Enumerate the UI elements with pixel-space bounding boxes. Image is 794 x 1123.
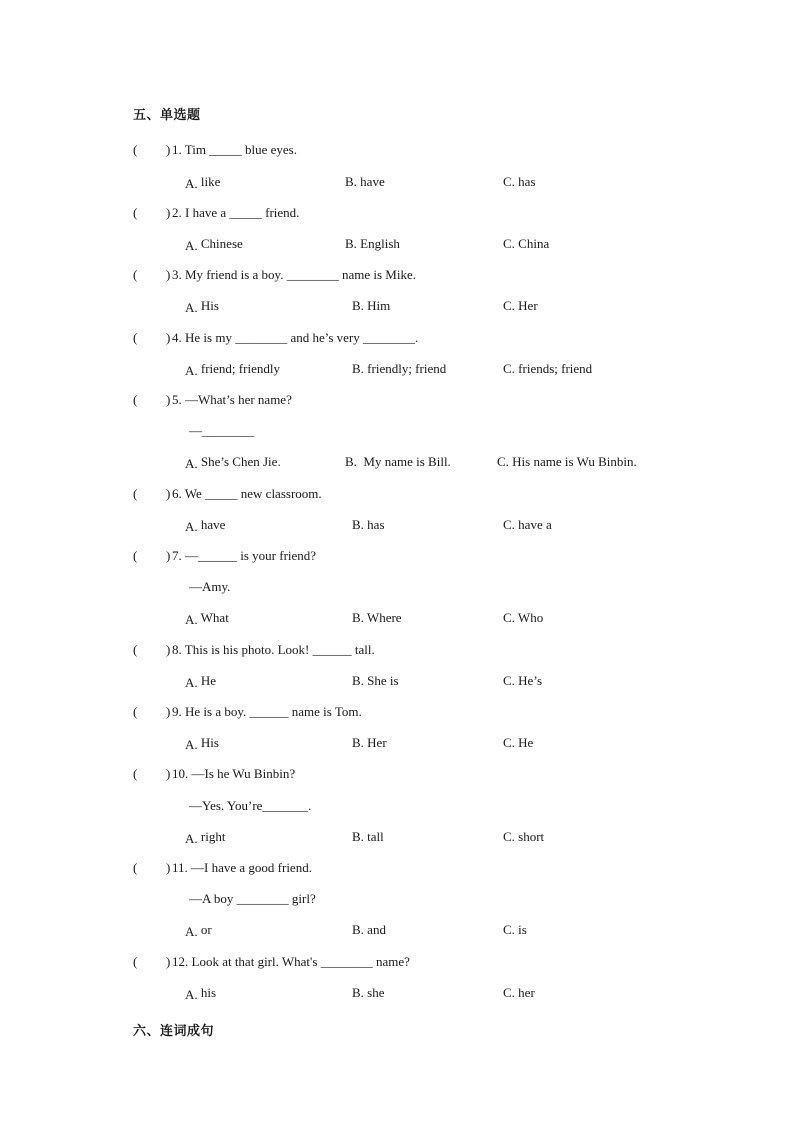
option-b[interactable]: B. has — [352, 517, 385, 532]
question-stem: 6. We _____ new classroom. — [172, 486, 322, 501]
answer-paren-open[interactable]: ( — [133, 205, 138, 220]
answer-paren-open[interactable]: ( — [133, 267, 138, 282]
answer-paren-open[interactable]: ( — [133, 392, 138, 407]
answer-paren-close: ) — [166, 392, 171, 407]
option-text: friend; friendly — [200, 361, 280, 376]
question-stem: 4. He is my ________ and he’s very ________. — [172, 330, 419, 345]
option-b[interactable]: B. Him — [352, 298, 391, 313]
option-a[interactable] — [185, 173, 220, 191]
option-text: His — [200, 735, 219, 750]
option-a[interactable] — [185, 453, 281, 471]
option-letter: A. — [185, 987, 198, 1002]
option-letter: A. — [185, 831, 198, 846]
option-b[interactable]: B. she — [352, 985, 385, 1000]
question-stem: 11. —I have a good friend. — [172, 860, 312, 875]
option-b[interactable]: B. Her — [352, 735, 387, 750]
option-a[interactable] — [185, 516, 225, 534]
question-stem: 12. Look at that girl. What's ________ name? — [172, 954, 410, 969]
option-b[interactable]: B. and — [352, 922, 386, 937]
dialogue-line: —A boy ________ girl? — [189, 891, 316, 906]
option-b[interactable]: B. Where — [352, 610, 402, 625]
option-a[interactable] — [185, 921, 212, 939]
answer-paren-close: ) — [166, 486, 171, 501]
question-stem: 7. —______ is your friend? — [172, 548, 317, 563]
question-stem: 10. —Is he Wu Binbin? — [172, 766, 296, 781]
option-b[interactable]: B. English — [345, 236, 400, 251]
answer-paren-close: ) — [166, 142, 171, 157]
option-c[interactable]: C. friends; friend — [503, 361, 593, 376]
answer-paren-open[interactable]: ( — [133, 548, 138, 563]
option-c[interactable]: C. is — [503, 922, 527, 937]
option-letter: A. — [185, 519, 198, 534]
answer-paren-open[interactable]: ( — [133, 142, 138, 157]
option-c[interactable]: C. China — [503, 236, 550, 251]
option-c[interactable]: C. He’s — [503, 673, 542, 688]
option-text: Chinese — [200, 236, 243, 251]
option-text: His — [200, 298, 219, 313]
answer-paren-open[interactable]: ( — [133, 486, 138, 501]
option-b[interactable]: B. My name is Bill. — [345, 454, 451, 469]
question-stem: 3. My friend is a boy. ________ name is Mike. — [172, 267, 416, 282]
option-text: like — [200, 174, 221, 189]
answer-paren-open[interactable]: ( — [133, 954, 138, 969]
dialogue-line: —Yes. You’re_______. — [189, 798, 312, 813]
option-b[interactable]: B. friendly; friend — [352, 361, 447, 376]
question-stem: 8. This is his photo. Look! ______ tall. — [172, 642, 375, 657]
option-a[interactable] — [185, 828, 225, 846]
option-b[interactable]: B. tall — [352, 829, 384, 844]
answer-paren-open[interactable]: ( — [133, 642, 138, 657]
option-c[interactable]: C. He — [503, 735, 534, 750]
question-stem: 9. He is a boy. ______ name is Tom. — [172, 704, 362, 719]
option-text: She’s Chen Jie. — [200, 454, 281, 469]
option-b[interactable]: B. She is — [352, 673, 399, 688]
section-6-heading: 六、连词成句 — [133, 1024, 215, 1039]
answer-paren-close: ) — [166, 548, 171, 563]
option-letter: A. — [185, 176, 198, 191]
option-a[interactable] — [185, 235, 243, 253]
section-5-heading: 五、单选题 — [133, 108, 201, 123]
option-letter: A. — [185, 675, 198, 690]
option-letter: A. — [185, 456, 198, 471]
answer-paren-close: ) — [166, 330, 171, 345]
option-c[interactable]: C. have a — [503, 517, 552, 532]
answer-paren-close: ) — [166, 704, 171, 719]
answer-paren-open[interactable]: ( — [133, 704, 138, 719]
option-text: What — [200, 610, 229, 625]
answer-paren-close: ) — [166, 954, 171, 969]
answer-paren-close: ) — [166, 766, 171, 781]
answer-paren-close: ) — [166, 860, 171, 875]
answer-paren-close: ) — [166, 642, 171, 657]
dialogue-line: —________ — [189, 423, 254, 438]
option-c[interactable]: C. Her — [503, 298, 538, 313]
option-letter: A. — [185, 612, 198, 627]
option-b[interactable]: B. have — [345, 174, 385, 189]
option-letter: A. — [185, 363, 198, 378]
option-c[interactable]: C. has — [503, 174, 536, 189]
option-c[interactable]: C. her — [503, 985, 535, 1000]
option-text: He — [200, 673, 217, 688]
option-a[interactable] — [185, 672, 216, 690]
option-a[interactable] — [185, 984, 216, 1002]
option-letter: A. — [185, 238, 198, 253]
dialogue-line: —Amy. — [189, 579, 231, 594]
option-a[interactable] — [185, 609, 229, 627]
answer-paren-close: ) — [166, 267, 171, 282]
option-a[interactable] — [185, 297, 219, 315]
answer-paren-close: ) — [166, 205, 171, 220]
answer-paren-open[interactable]: ( — [133, 330, 138, 345]
question-stem: 2. I have a _____ friend. — [172, 205, 300, 220]
answer-paren-open[interactable]: ( — [133, 766, 138, 781]
option-a[interactable] — [185, 734, 219, 752]
question-stem: 1. Tim _____ blue eyes. — [172, 142, 297, 157]
answer-paren-open[interactable]: ( — [133, 860, 138, 875]
option-a[interactable] — [185, 360, 280, 378]
option-letter: A. — [185, 737, 198, 752]
option-letter: A. — [185, 300, 198, 315]
option-text: have — [200, 517, 226, 532]
option-c[interactable]: C. His name is Wu Binbin. — [497, 454, 637, 469]
option-c[interactable]: C. short — [503, 829, 545, 844]
option-c[interactable]: C. Who — [503, 610, 544, 625]
option-letter: A. — [185, 924, 198, 939]
option-text: his — [200, 985, 217, 1000]
option-text: right — [200, 829, 226, 844]
question-stem: 5. —What’s her name? — [172, 392, 292, 407]
option-text: or — [200, 922, 212, 937]
